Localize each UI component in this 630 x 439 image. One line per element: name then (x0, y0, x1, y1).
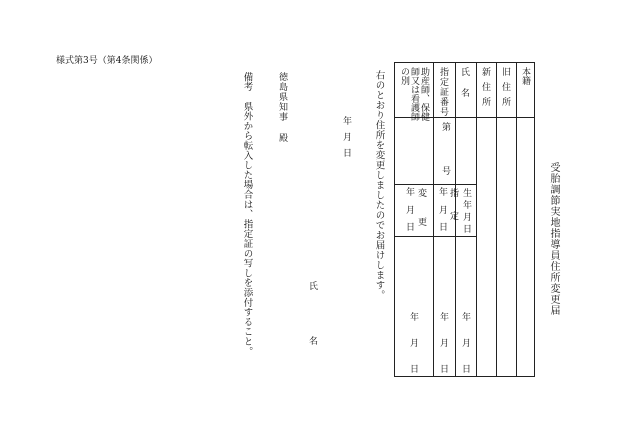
henko-tsuki: 月 (406, 206, 416, 216)
bottom-tsuki-1: 月 (462, 339, 472, 349)
henko-nen: 年 (406, 188, 416, 198)
shimei-header: 氏名 (459, 67, 469, 109)
bango-go: 号 (440, 166, 450, 175)
bottom-tsuki-2: 月 (440, 339, 450, 349)
bottom-hi-3: 日 (410, 365, 420, 375)
applicant-mei: 名 (309, 337, 319, 347)
bottom-hi-2: 日 (440, 365, 450, 375)
form-number-label: 様式第3号（第4条関係） (56, 56, 158, 66)
applicant-sei: 氏 (309, 282, 319, 292)
remarks-note: 備考 県外から転入した場合は、指定証の写しを添付すること。 (241, 72, 253, 357)
shokushu-header-line3: の別 (399, 67, 409, 85)
henko-nengappi-label: 変更 (416, 188, 426, 246)
bottom-nen-3: 年 (410, 313, 420, 323)
addressee: 徳島県知事 (277, 72, 287, 122)
shokushu-header-line2: 師又は看護師 (409, 67, 419, 121)
henko-hi: 日 (406, 223, 416, 233)
shitei-bango-header: 指定証番号 (438, 67, 448, 117)
bottom-nen-1: 年 (462, 313, 472, 323)
bottom-nen-2: 年 (440, 313, 450, 323)
shitei-tsuki: 月 (439, 206, 449, 216)
shitei-nengappi-label: 指定 (448, 188, 458, 234)
bottom-tsuki-3: 月 (410, 339, 420, 349)
date-nen: 年 (343, 117, 353, 127)
statement-text: 右のとおり住所を変更しましたのでお届けします。 (373, 70, 385, 300)
date-tsuki: 月 (343, 133, 353, 143)
form-title: 受胎調節実地指導員住所変更届 (548, 162, 559, 316)
bango-dai: 第 (440, 122, 450, 131)
honseki-header: 本籍 (520, 67, 530, 85)
shokushu-header-line1: 助産師、保健 (419, 67, 429, 121)
shin-jusho-header: 新住所 (480, 67, 490, 112)
seinengappi-label: 生年月日 (461, 188, 471, 236)
shitei-nen: 年 (439, 188, 449, 198)
addressee-dono: 殿 (277, 133, 287, 142)
bottom-hi-1: 日 (462, 365, 472, 375)
date-hi: 日 (343, 149, 353, 159)
shitei-hi: 日 (439, 223, 449, 233)
kyu-jusho-header: 旧住所 (500, 67, 510, 112)
